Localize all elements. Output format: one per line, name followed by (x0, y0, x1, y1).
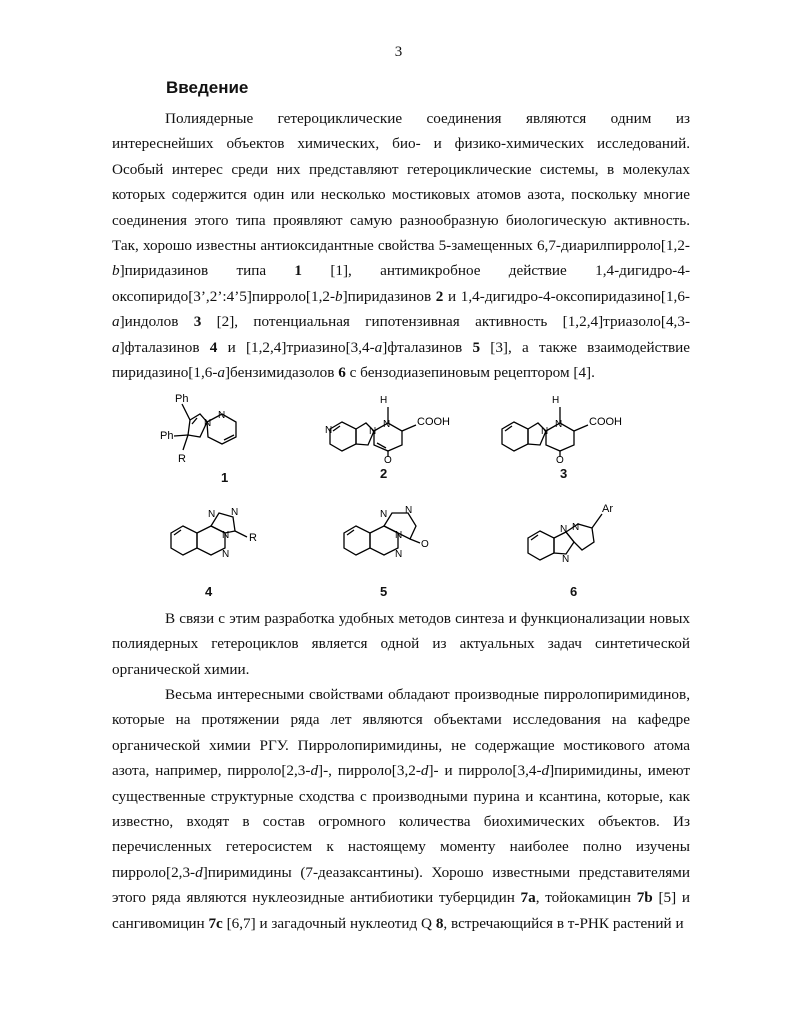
structure-3-figure (494, 393, 644, 466)
structure-6-figure (522, 500, 652, 575)
intro-paragraph: Полиядерные гетероциклические соединения являются одним из интереснейших объектов химических, био- и физико-химических исследований. Особый интерес среди них представляют гетероциклические системы, в молекулах которых содержится один или несколько мостиковых атомов азота, поскольку многие соединения этого типа проявляют самую разнообразную биологическую активность. Так, хорошо известны антиоксидантные свойства 5-замещенных 6,7-диарилпирроло[1,2-b]пиридазинов типа 1 [1], антимикробное действие 1,4-дигидро-4-оксопиридо[3’,2’:4’5]пирроло[1,2-b]пиридазинов 2 и 1,4-дигидро-4-оксопиридазино[1,6-a]индолов 3 [2], потенциальная гипотензивная активность [1,2,4]триазоло[4,3-a]фталазинов 4 и [1,2,4]триазино[3,4-a]фталазинов 5 [3], а также взаимодействие пиридазино[1,6-a]бензимидазолов 6 с бензодиазепиновым рецептором [4]. (112, 110, 691, 382)
structure-6-ar: Ar (602, 503, 613, 515)
structure-3-label: 3 (560, 466, 568, 481)
structure-6-n-c: N (562, 554, 570, 565)
structure-1-figure (160, 392, 270, 472)
structure-1-ph-left: Ph (160, 430, 174, 442)
structure-2-h: H (380, 395, 388, 406)
structure-3-n-bridge: N (541, 426, 549, 437)
structure-4-figure (165, 505, 275, 575)
structure-5-n-d: N (395, 549, 403, 560)
structure-4-r: R (249, 532, 257, 544)
structure-6-n-b: N (572, 522, 580, 533)
structure-5-n-c: N (395, 530, 403, 541)
structure-5-label: 5 (380, 584, 388, 599)
structure-1-r: R (178, 453, 186, 465)
structure-6-label: 6 (570, 584, 578, 599)
structure-5-figure (338, 505, 458, 575)
structure-4-n-c: N (222, 530, 230, 541)
structure-4-n-b: N (231, 507, 239, 518)
structure-1-n2: N (218, 410, 226, 421)
structure-2-label: 2 (380, 466, 388, 481)
structure-4-n-a: N (208, 509, 216, 520)
structure-3-n-nh: N (555, 419, 563, 430)
section-heading: Введение (166, 78, 249, 97)
structure-2-o: O (384, 455, 392, 466)
structure-5-o: O (421, 539, 429, 550)
structure-3-o: O (556, 455, 564, 466)
structure-1-n1: N (204, 418, 212, 429)
structure-2-n-py: N (325, 425, 333, 436)
structure-5-n-a: N (380, 509, 388, 520)
structure-4-label: 4 (205, 584, 213, 599)
paragraph-3: Весьма интересными свойствами обладают производные пирролопиримидинов, которые на протяжении ряда лет являются объектами исследования на кафедре органической химии РГУ. Пирролопиримидины, не содержащие мостикового атома азота, например, пирроло[2,3-d]-, пирроло[3,2-d]- и пирроло[3,4-d]пиримидины, имеют существенные структурные сходства с производными пурина и ксантина, которые, как известно, входят в состав огромного количества биохимических объектов. Из перечисленных гетеросистем к настоящему моменту наиболее полно изучены пирроло[2,3-d]пиримидины (7-деазаксантины). Хорошо известными представителями этого ряда являются нуклеозидные антибиотики туберцидин 7a, тойокамицин 7b [5] и сангивомицин 7c [6,7] и загадочный нуклеотид Q 8, встречающийся в т-РНК растений и (112, 686, 691, 932)
structure-2-figure (322, 393, 472, 466)
structure-1-ph-top: Ph (175, 393, 189, 405)
structure-6-n-a: N (560, 524, 568, 535)
structure-2-n-nh: N (383, 419, 391, 430)
structure-3-cooh: COOH (589, 416, 622, 428)
structure-1-label: 1 (221, 470, 229, 485)
structure-2-cooh: COOH (417, 416, 450, 428)
structure-5-n-b: N (405, 505, 413, 516)
structure-2-n-bridge: N (369, 426, 377, 437)
page-number: 3 (394, 44, 403, 60)
structure-3-h: H (552, 395, 560, 406)
paragraph-2: В связи с этим разработка удобных методов синтеза и функционализации новых полиядерных гетероциклов является одной из актуальных задач синтетической органической химии. (112, 610, 690, 678)
structure-4-n-d: N (222, 549, 230, 560)
